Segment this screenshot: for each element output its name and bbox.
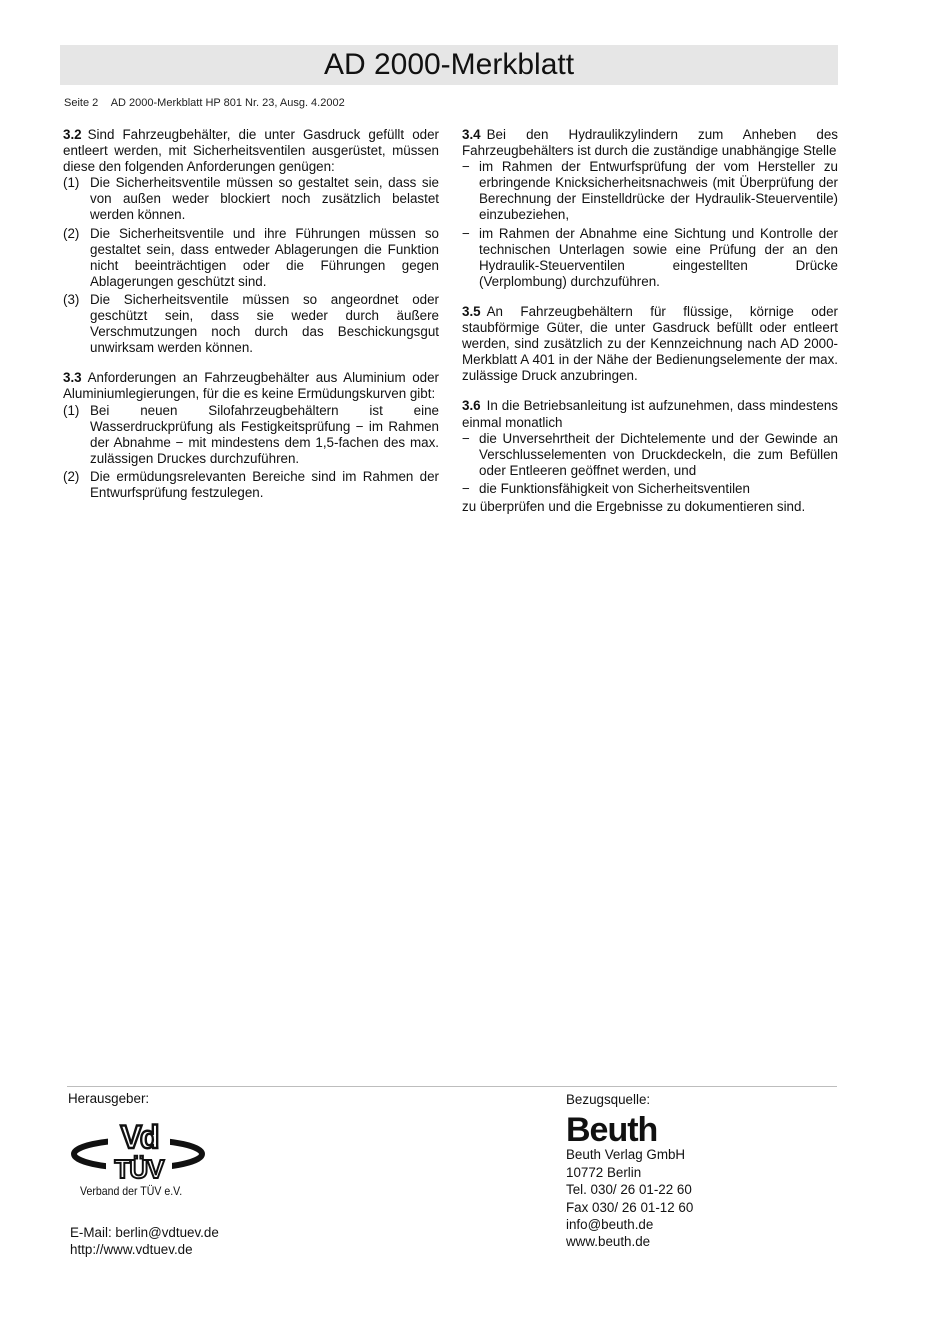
item-label: (3) <box>63 291 80 307</box>
list-item <box>63 226 439 290</box>
dash-marker <box>462 159 479 223</box>
section-3-6 <box>462 398 838 515</box>
item-text: im Rahmen der Entwurfsprüfung der vom Hersteller zu erbringende Knicksicherheitsnachweis (mit Überprüfung der Berechnung der Einstelldrücke der Hydraulik-Steuerventile) einzubeziehen, <box>479 159 838 223</box>
vdtuev-logo <box>68 1118 208 1182</box>
section-number: 3.2 <box>63 127 82 142</box>
left-column <box>63 127 439 515</box>
section-text: Sind Fahrzeugbehälter, die unter Gasdruck gefüllt oder entleert werden, mit Sicherheitsventilen ausgerüstet, müssen diese den folgenden Anforderungen genügen: <box>63 127 439 175</box>
list-item <box>63 403 439 467</box>
source-website[interactable]: www.beuth.de <box>566 1234 651 1250</box>
section-number: 3.3 <box>63 370 82 386</box>
svg-text:TÜV: TÜV <box>114 1154 164 1182</box>
section-text: An Fahrzeugbehältern für flüssige, körnige oder staubförmige Güter, die unter Gasdruck befüllt oder entleert werden, sind zusätzlich zu der Kennzeichnung nach AD 2000-Merkblatt A 401 in der Nähe der Bedienungselemente der max. zulässige Druck anzubringen. <box>462 303 838 384</box>
list-item <box>462 481 838 497</box>
source-label: Bezugsquelle: <box>566 1092 651 1107</box>
dash-marker <box>462 226 479 290</box>
item-label: (1) <box>63 402 80 418</box>
list-item <box>63 292 439 356</box>
item-label: (2) <box>63 225 80 241</box>
section-3-2-intro <box>63 127 439 175</box>
list-item <box>462 159 838 223</box>
publisher-name: Verband der TÜV e.V. <box>80 1184 183 1198</box>
source-city: 10772 Berlin <box>566 1164 642 1180</box>
item-text: Bei neuen Silofahrzeugbehältern ist eine Wasserdruckprüfung als Festigkeitsprüfung − im Rahmen der Abnahme − mit mindestens dem 1,5-fachen des max. zulässigen Druckes durchzuführen. <box>90 402 439 466</box>
section-text: In die Betriebsanleitung ist aufzunehmen, dass mindestens einmal monatlich <box>462 398 838 430</box>
publisher-label: Herausgeber: <box>68 1091 150 1106</box>
section-3-6-outro: zu überprüfen und die Ergebnisse zu dokumentieren sind. <box>462 498 806 514</box>
publisher-email[interactable]: E-Mail: berlin@vdtuev.de <box>70 1225 219 1240</box>
section-3-4 <box>462 127 838 290</box>
running-head <box>64 97 355 109</box>
section-3-3-intro <box>63 370 439 402</box>
item-text: Die Sicherheitsventile müssen so angeordnet oder geschützt sein, dass sie weder durch äußere Verschmutzungen noch durch das Beschickungsgut unwirksam werden können. <box>90 291 439 356</box>
source-fax: Fax 030/ 26 01-12 60 <box>566 1199 694 1215</box>
list-item <box>462 431 838 479</box>
document-reference: AD 2000-Merkblatt HP 801 Nr. 23, Ausg. 4.2002 <box>110 97 345 109</box>
item-text: Die ermüdungsrelevanten Bereiche sind im Rahmen der Entwurfsprüfung festzulegen. <box>90 468 439 500</box>
list-item <box>63 175 439 223</box>
item-label: (2) <box>63 468 80 484</box>
section-3-4-intro <box>462 127 838 159</box>
dash-marker <box>462 481 479 497</box>
item-label: (1) <box>63 175 80 191</box>
source-block <box>566 1091 693 1251</box>
list-item <box>63 469 439 501</box>
section-number: 3.5 <box>462 303 481 319</box>
section-text: Anforderungen an Fahrzeugbehälter aus Aluminium oder Aluminiumlegierungen, für die es keine Ermüdungskurven gibt: <box>63 370 439 402</box>
section-3-3 <box>63 370 439 501</box>
source-name: Beuth Verlag GmbH <box>566 1147 686 1163</box>
section-text: Bei den Hydraulikzylindern zum Anheben des Fahrzeugbehälters ist durch die zuständige unabhängige Stelle <box>462 127 838 159</box>
publisher-contact <box>68 1224 219 1259</box>
section-number: 3.6 <box>462 398 481 414</box>
item-text: im Rahmen der Abnahme eine Sichtung und Kontrolle der technischen Unterlagen sowie eine Prüfung der an den Hydraulik-Steuerventilen eingestellten Drücke (Verplombung) durchzuführen. <box>479 225 838 289</box>
section-3-5 <box>462 304 838 384</box>
section-number: 3.4 <box>462 127 481 142</box>
svg-text:Vd: Vd <box>120 1119 158 1155</box>
page-label: Seite 2 <box>64 97 99 109</box>
source-email[interactable]: info@beuth.de <box>566 1217 654 1233</box>
item-text: Die Sicherheitsventile müssen so gestaltet sein, dass sie von außen weder blockiert noch zusätzlich belastet werden können. <box>90 175 439 223</box>
item-text: die Funktionsfähigkeit von Sicherheitsventilen <box>479 480 750 496</box>
footer-divider <box>67 1086 837 1087</box>
item-text: die Unversehrtheit der Dichtelemente und der Gewinde an Verschlusselementen von Druckdeckeln, die zum Befüllen oder Entleeren geöffnet werden, und <box>479 430 838 478</box>
list-item <box>462 226 838 290</box>
document-title: AD 2000-Merkblatt <box>60 45 838 85</box>
item-text: Die Sicherheitsventile und ihre Führungen müssen so gestaltet sein, dass entweder Ablagerungen die Funktion nicht beeinträchtigen oder die Führungen gegen Ablagerungen geschützt sind. <box>90 225 439 289</box>
publisher-block <box>68 1091 219 1259</box>
source-phone: Tel. 030/ 26 01-22 60 <box>566 1182 692 1198</box>
section-3-6-intro <box>462 398 838 430</box>
right-column <box>462 127 838 529</box>
dash-marker <box>462 431 479 479</box>
publisher-website[interactable]: http://www.vdtuev.de <box>70 1242 193 1258</box>
section-3-2 <box>63 127 439 356</box>
beuth-logo: Beuth <box>566 1111 658 1150</box>
